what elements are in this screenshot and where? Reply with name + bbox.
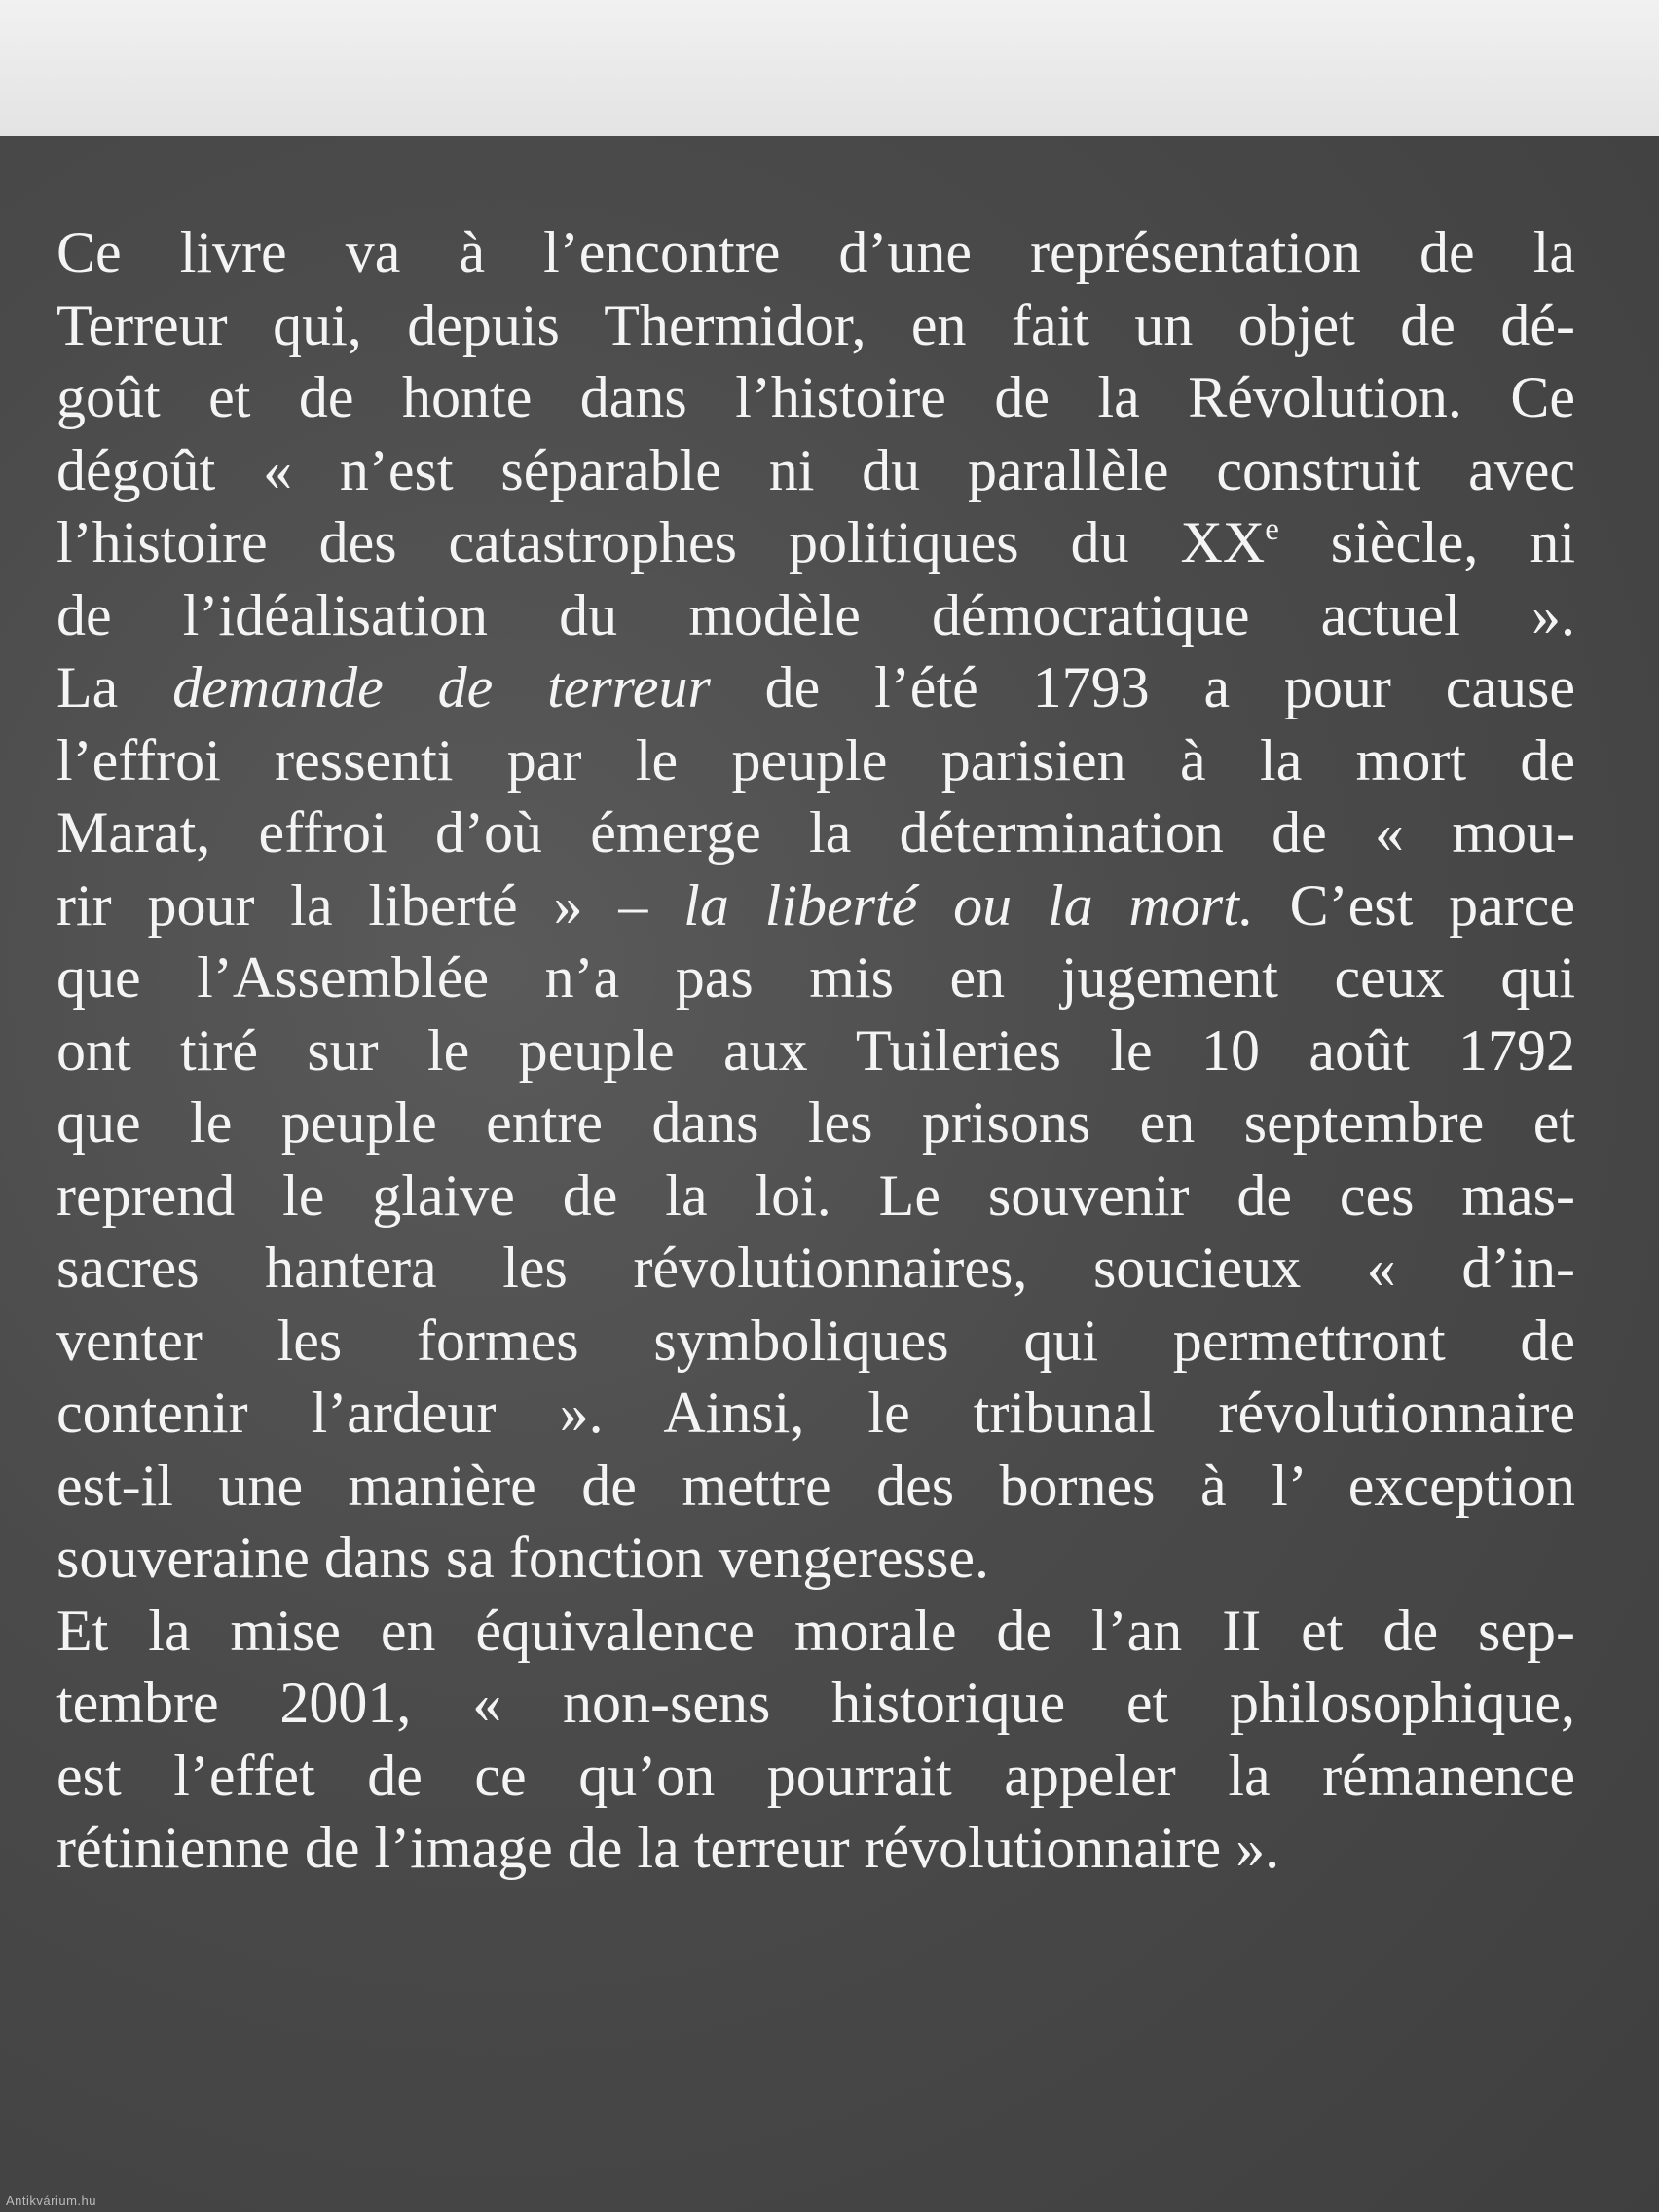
text-line: Marat, effroi d’où émerge la détermination de « mou- [56, 800, 1575, 865]
text-line: souveraine dans sa fonction vengeresse. [56, 1526, 990, 1590]
text-fragment: l’histoire des catastrophes politiques du XX [56, 510, 1266, 574]
text-line: l’effroi ressenti par le peuple parisien à la mort de [56, 727, 1575, 793]
italic-phrase: la liberté ou la mort. [683, 872, 1254, 938]
text-line: Ce livre va à l’encontre d’une représentation de la [56, 220, 1575, 284]
page-background-strip [0, 0, 1659, 136]
italic-phrase: demande de terreur [172, 655, 711, 719]
text-line: Et la mise en équivalence morale de l’an II et de sep- [56, 1598, 1575, 1663]
text-line: goût et de honte dans l’histoire de la Révolution. Ce [56, 365, 1575, 429]
superscript-e: e [1265, 511, 1279, 547]
text-line: sacres hantera les révolutionnaires, soucieux « d’in- [56, 1235, 1575, 1300]
text-line: reprend le glaive de la loi. Le souvenir de ces mas- [56, 1162, 1575, 1228]
text-fragment: C’est parce [1253, 872, 1575, 938]
text-line [56, 869, 1575, 942]
text-line: dégoût « n’est séparable ni du parallèle construit avec [56, 437, 1575, 502]
text-fragment: siècle, ni [1278, 510, 1575, 574]
text-fragment: La [56, 655, 173, 719]
text-line: de l’idéalisation du modèle démocratique actuel ». [56, 582, 1575, 647]
text-line: tembre 2001, « non-sens historique et philosophique, [56, 1671, 1575, 1735]
back-cover-blurb [56, 216, 1575, 1885]
text-line: ont tiré sur le peuple aux Tuileries le 10 août 1792 [56, 1017, 1575, 1083]
text-line: venter les formes symboliques qui permettront de [56, 1308, 1575, 1373]
text-line [56, 651, 1575, 724]
text-fragment: rir pour la liberté » – [56, 872, 684, 938]
text-line: Terreur qui, depuis Thermidor, en fait un objet de dé- [56, 292, 1575, 357]
text-line: rétinienne de l’image de la terreur révolutionnaire ». [56, 1816, 1280, 1880]
text-line: que l’Assemblée n’a pas mis en jugement ceux qui [56, 945, 1575, 1010]
text-line: contenir l’ardeur ». Ainsi, le tribunal révolutionnaire [56, 1381, 1575, 1445]
text-line: est-il une manière de mettre des bornes à l’ exception [56, 1453, 1575, 1518]
text-line [56, 506, 1575, 579]
text-fragment: de l’été 1793 a pour cause [710, 655, 1575, 719]
text-line: est l’effet de ce qu’on pourrait appeler la rémanence [56, 1743, 1575, 1808]
text-line: que le peuple entre dans les prisons en septembre et [56, 1090, 1575, 1155]
watermark-text: Antikvárium.hu [6, 2194, 96, 2208]
